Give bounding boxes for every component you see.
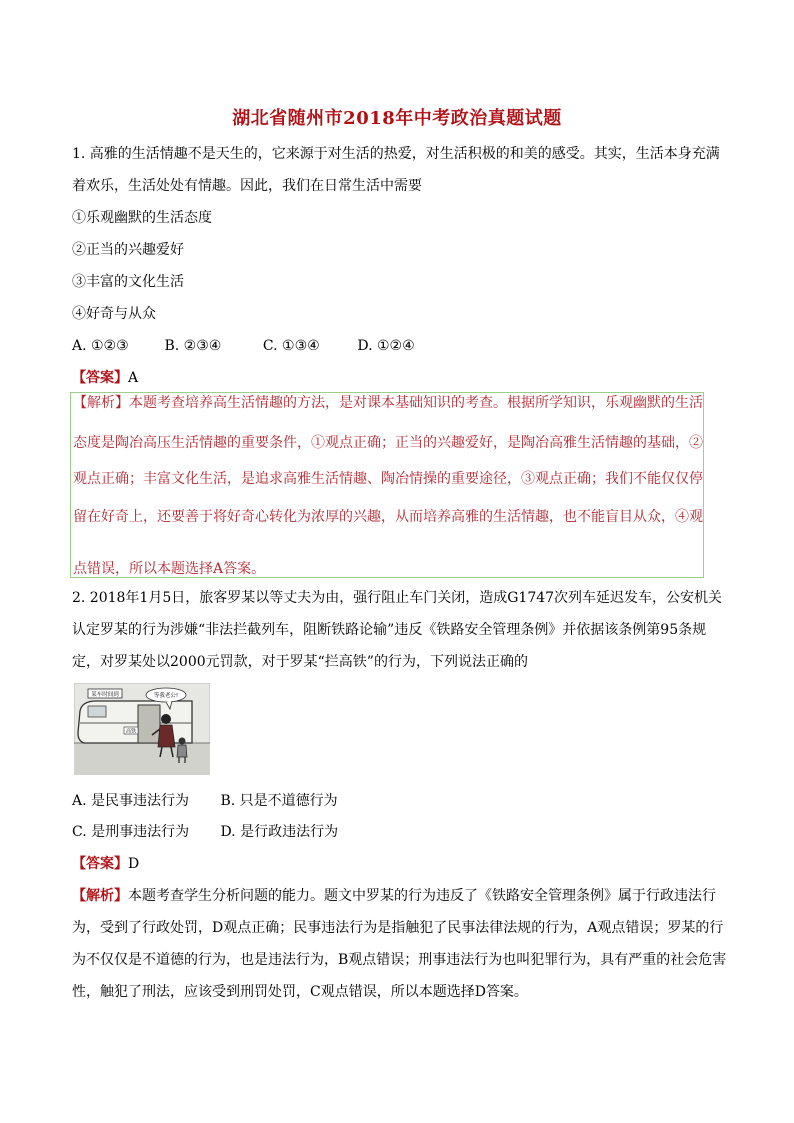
q2-analysis-line-1 xyxy=(72,886,716,906)
q1-analysis-line-5: 点错误，所以本题选择A答案。 xyxy=(73,561,266,577)
q2-options-row1 xyxy=(72,791,338,811)
q1-option-d: D. ①②④ xyxy=(357,338,415,354)
train-cartoon-image xyxy=(74,683,210,775)
q1-option-c: C. ①③④ xyxy=(262,338,320,354)
q2-analysis-label: 【解析】 xyxy=(72,888,128,904)
q2-answer-value: D xyxy=(128,856,140,872)
q1-options xyxy=(72,336,415,356)
page-title: 湖北省随州市2018年中考政治真题试题 xyxy=(232,108,562,129)
q2-answer xyxy=(72,854,139,874)
q1-analysis-line-2: 态度是陶冶高压生活情趣的重要条件，①观点正确；正当的兴趣爱好，是陶冶高雅生活情趣的基础，② xyxy=(73,435,703,451)
q2-analysis-line-3: 为不仅仅是不道德的行为，也是违法行为，B观点错误；刑事违法行为也叫犯罪行为，具有严重的社会危害 xyxy=(72,952,727,968)
q1-answer-label: 【答案】 xyxy=(72,370,128,386)
q1-option-a: A. ①②③ xyxy=(72,338,129,354)
q1-item-3: ③丰富的文化生活 xyxy=(72,274,184,290)
q1-item-2: ②正当的兴趣爱好 xyxy=(72,242,184,258)
q1-stem-line1: 1. 高雅的生活情趣不是天生的，它来源于对生活的热爱，对生活积极的和美的感受。其实，生活本身充满 xyxy=(72,146,720,162)
train-label: 高铁 xyxy=(125,728,137,735)
q1-answer-value: A xyxy=(128,370,139,386)
q2-stem-line1: 2. 2018年1月5日，旅客罗某以等丈夫为由，强行阻止车门关闭，造成G1747次列车延迟发车，公安机关 xyxy=(72,590,723,606)
q2-option-c: C. 是刑事违法行为 xyxy=(72,824,190,840)
q2-answer-label: 【答案】 xyxy=(72,856,128,872)
q2-stem-line2: 认定罗某的行为涉嫌“非法拦截列车，阻断铁路论输”违反《铁路安全管理条例》并依据该条例第95条规 xyxy=(72,622,707,638)
q1-stem-line2: 着欢乐，生活处处有情趣。因此，我们在日常生活中需要 xyxy=(72,178,422,194)
speech-bubble-text: 等我老公! xyxy=(153,693,179,699)
q1-item-4: ④好奇与从众 xyxy=(72,306,156,322)
q2-analysis-line-4: 性，触犯了刑法，应该受到刑罚处罚，C观点错误，所以本题选择D答案。 xyxy=(72,984,528,1000)
q1-analysis-line-1: 【解析】本题考查培养高生活情趣的方法，是对课本基础知识的考查。根据所学知识，乐观幽默的生活 xyxy=(73,395,703,411)
q1-answer xyxy=(72,368,138,388)
q1-item-1: ①乐观幽默的生活态度 xyxy=(72,210,212,226)
q1-analysis-line-4: 留在好奇上，还要善于将好奇心转化为浓厚的兴趣，从而培养高雅的生活情趣，也不能盲目从众，④观 xyxy=(73,509,703,525)
q2-analysis-text-1: 本题考查学生分析问题的能力。题文中罗某的行为违反了《铁路安全管理条例》属于行政违法行 xyxy=(128,888,716,904)
q2-analysis-line-2: 为，受到了行政处罚，D观点正确；民事违法行为是指触犯了民事法律法规的行为，A观点错误；罗某的行 xyxy=(72,920,724,936)
q2-option-a: A. 是民事违法行为 xyxy=(72,793,190,809)
q2-stem-line3: 定，对罗某处以2000元罚款，对于罗某“拦高铁”的行为，下列说法正确的 xyxy=(72,654,528,670)
q2-option-b: B. 只是不道德行为 xyxy=(220,793,338,809)
q2-option-d: D. 是行政违法行为 xyxy=(220,824,339,840)
q1-analysis-line-3: 观点正确；丰富文化生活，是追求高雅生活情趣、陶冶情操的重要途径，③观点正确；我们不能仅仅停 xyxy=(73,471,703,487)
q1-analysis-box xyxy=(70,392,704,578)
q2-options-row2 xyxy=(72,822,338,842)
station-sign-text: 某车时间到 xyxy=(91,692,119,698)
q1-option-b: B. ②③④ xyxy=(164,338,222,354)
